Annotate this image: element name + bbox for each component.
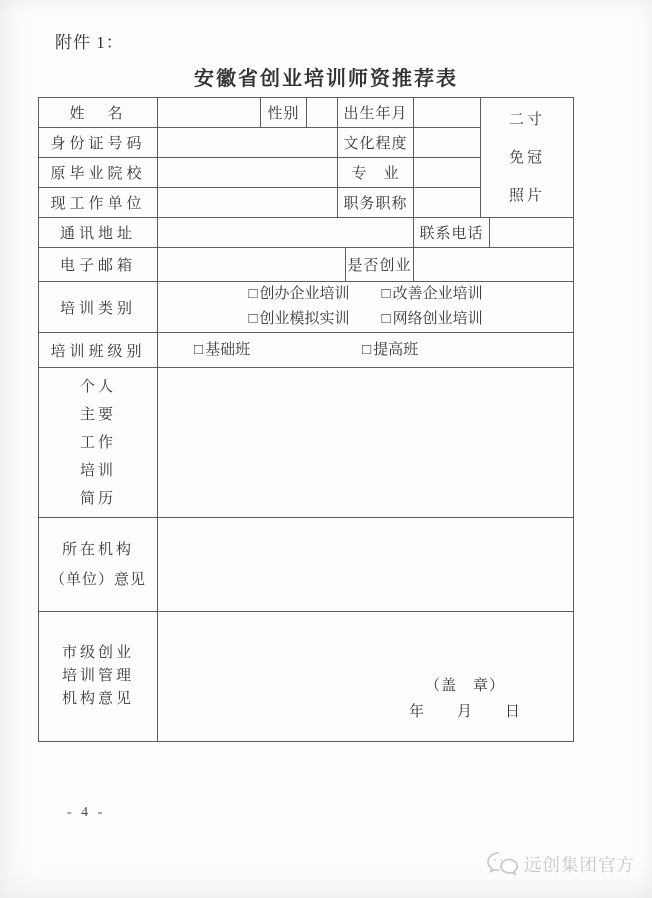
field-label-training-category: 培训类别 <box>39 282 158 333</box>
field-label-job-title: 职务职称 <box>338 188 414 218</box>
page-title: 安徽省创业培训师资推荐表 <box>194 68 458 90</box>
checkbox-label: 网络创业培训 <box>392 311 483 327</box>
org-opinion-label-line: （单位）意见 <box>49 571 146 588</box>
field-label-mailing-address: 通讯地址 <box>39 218 158 248</box>
resume-label-line: 主要 <box>79 406 116 423</box>
checkbox-option <box>362 338 418 363</box>
stamp-date-block <box>409 673 521 725</box>
checkbox-option <box>248 282 349 307</box>
field-value-contact-phone <box>490 218 574 248</box>
checkbox-label: 提高班 <box>373 341 419 358</box>
resume-label-line: 个人 <box>79 378 116 395</box>
resume-label-line: 工作 <box>79 434 116 451</box>
field-label-contact-phone: 联系电话 <box>414 218 490 248</box>
field-value-name <box>158 98 261 128</box>
field-value-is-startup <box>414 248 574 282</box>
watermark-text: 远创集团官方 <box>524 854 635 875</box>
field-value-job-title <box>414 188 481 218</box>
wechat-bubbles-icon <box>486 851 520 877</box>
field-label-gender: 性别 <box>261 98 307 128</box>
field-value-major <box>414 158 481 188</box>
field-value-graduated-school <box>158 158 338 188</box>
row-personal-resume <box>39 368 574 518</box>
field-label-id-number: 身份证号码 <box>39 128 158 158</box>
photo-box-line: 照片 <box>509 187 546 204</box>
city-opinion-label-line: 机构意见 <box>61 691 134 707</box>
checkbox-option <box>194 338 250 363</box>
checkbox-label: 改善企业培训 <box>392 286 483 302</box>
checkbox-icon: □ <box>248 286 258 302</box>
attachment-label: 附件 1： <box>55 33 124 52</box>
checkbox-option <box>248 307 349 332</box>
recommendation-form-table <box>38 97 574 742</box>
field-label-education: 文化程度 <box>338 128 414 158</box>
field-value-current-employer <box>158 188 338 218</box>
field-label-is-startup: 是否创业 <box>346 248 414 282</box>
training-category-options <box>158 282 574 333</box>
field-label-major: 专 业 <box>338 158 414 188</box>
field-label-email: 电子邮箱 <box>39 248 158 282</box>
field-label-birth-date: 出生年月 <box>338 98 414 128</box>
field-value-education <box>414 128 481 158</box>
field-value-personal-resume <box>158 368 574 518</box>
org-opinion-label-line: 所在机构 <box>61 541 134 558</box>
field-label-graduated-school: 原毕业院校 <box>39 158 158 188</box>
field-value-id-number <box>158 128 338 158</box>
field-value-email <box>158 248 346 282</box>
resume-label-line: 培训 <box>79 462 116 479</box>
field-label-org-opinion <box>39 518 158 612</box>
city-opinion-label-line: 市级创业 <box>61 645 134 661</box>
row-name-gender-birth <box>39 98 574 128</box>
checkbox-icon: □ <box>381 311 391 327</box>
photo-box <box>481 98 574 218</box>
field-label-personal-resume <box>39 368 158 518</box>
row-city-opinion <box>39 612 574 742</box>
stamp-note: （盖 章） <box>425 678 506 694</box>
field-label-current-employer: 现工作单位 <box>39 188 158 218</box>
field-label-name: 姓 名 <box>39 98 158 128</box>
field-label-city-opinion <box>39 612 158 742</box>
row-class-level <box>39 333 574 368</box>
row-org-opinion <box>39 518 574 612</box>
field-value-mailing-address <box>158 218 414 248</box>
class-level-options-line <box>158 338 573 363</box>
checkbox-icon: □ <box>381 286 391 302</box>
class-level-options <box>158 333 574 368</box>
checkbox-option <box>382 307 483 332</box>
checkbox-icon: □ <box>362 341 372 358</box>
row-email-startup <box>39 248 574 282</box>
field-value-gender <box>307 98 338 128</box>
row-training-category <box>39 282 574 333</box>
resume-label-line: 简历 <box>79 490 116 507</box>
training-category-options-line <box>158 282 573 307</box>
checkbox-label: 基础班 <box>205 341 251 358</box>
row-address-phone <box>39 218 574 248</box>
date-line: 年 月 日 <box>409 704 522 720</box>
page-number: - 4 - <box>67 805 106 820</box>
checkbox-icon: □ <box>248 311 258 327</box>
checkbox-label: 创业模拟实训 <box>259 311 350 327</box>
field-value-org-opinion <box>158 518 574 612</box>
watermark <box>486 851 635 877</box>
city-opinion-label-line: 培训管理 <box>61 668 134 684</box>
checkbox-label: 创办企业培训 <box>259 286 350 302</box>
photo-box-line: 二寸 <box>509 111 546 128</box>
checkbox-icon: □ <box>194 341 204 358</box>
field-value-city-opinion <box>158 612 574 742</box>
field-value-birth-date <box>414 98 481 128</box>
training-category-options-line <box>158 307 573 332</box>
photo-box-line: 免冠 <box>509 149 546 166</box>
checkbox-option <box>382 282 483 307</box>
field-label-class-level: 培训班级别 <box>39 333 158 368</box>
